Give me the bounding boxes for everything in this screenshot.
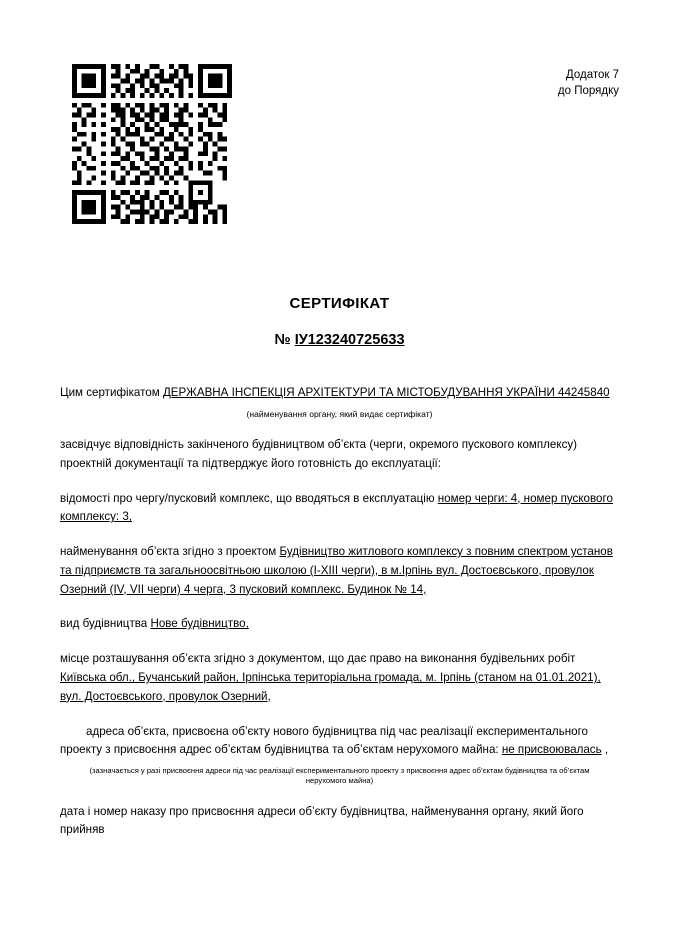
address-paragraph — [60, 723, 619, 761]
address-value: не присвоювалась — [501, 743, 602, 757]
qr-code-icon — [72, 64, 232, 224]
construction-type-paragraph — [60, 615, 619, 634]
object-name-label: найменування об’єкта згідно з проектом — [60, 545, 280, 559]
location-label: місце розташування об’єкта згідно з документом, що дає право на виконання будівельних робіт — [60, 652, 576, 666]
object-name-paragraph — [60, 543, 619, 599]
conformity-paragraph: засвідчує відповідність закінченого будівництвом об’єкта (черги, окремого пускового комплексу) проектній документації та підтверджує його готовність до експлуатації: — [60, 437, 578, 470]
queue-label: відомості про чергу/пусковий комплекс, що вводяться в експлуатацію — [60, 491, 438, 505]
issuer-intro-text: Цим сертифікатом — [60, 386, 163, 399]
location-value: Київська обл., Бучанський район, Ірпінська територіальна громада, м. Ірпінь (станом на 01.01.2021), вул. Достоєвського, провулок Озерний, — [60, 670, 601, 703]
construction-type-value: Нове будівництво, — [150, 617, 249, 631]
order-paragraph: дата і номер наказу про присвоєння адреси об’єкту будівництва, найменування органу, який його прийняв — [60, 804, 584, 837]
address-label: адреса об’єкта, присвоєна об’єкту нового будівництва під час реалізації експериментального проекту з присвоєння адрес об’єктам будівництва та об’єктам нерухомого майна: — [60, 724, 589, 757]
address-note: (зазначається у разі присвоєння адреси під час реалізації експериментального проекту з присвоєння адрес об’єктам будівництва та об’єктам нерухомого майна) — [89, 766, 590, 786]
certificate-number — [60, 332, 619, 348]
object-name-value: Будівництво житлового комплексу з повним спектром установ та підприємств та загальноосвітньою школою (I-XIII черги), в м.Ірпінь вул. Достоєвського, провулок Озерний (IV, VII черги) 4 черга, 3 пусковий комплекс. Будинок № 14, — [60, 545, 613, 596]
queue-paragraph — [60, 490, 619, 528]
page-title: СЕРТИФІКАТ — [289, 295, 390, 312]
appendix-reference — [558, 68, 619, 99]
location-paragraph — [60, 650, 619, 706]
certificate-number-prefix: № — [274, 332, 295, 348]
issuer-name: ДЕРЖАВНА ІНСПЕКЦІЯ АРХІТЕКТУРИ ТА МІСТОБУДУВАННЯ УКРАЇНИ 44245840 — [162, 386, 610, 399]
address-tail: , — [601, 743, 609, 757]
issuer-caption: (найменування органу, який видає сертифікат) — [246, 408, 433, 419]
appendix-line-1: Додаток 7 — [565, 69, 619, 81]
construction-type-label: вид будівництва — [60, 617, 151, 631]
appendix-line-2: до Порядку — [557, 84, 619, 97]
certificate-body — [60, 384, 619, 840]
queue-value: номер черги: 4, номер пускового комплексу: 3, — [60, 491, 613, 524]
certificate-number-value: IУ123240725633 — [294, 332, 405, 348]
issuer-paragraph — [60, 384, 619, 403]
header-zone — [60, 0, 619, 200]
